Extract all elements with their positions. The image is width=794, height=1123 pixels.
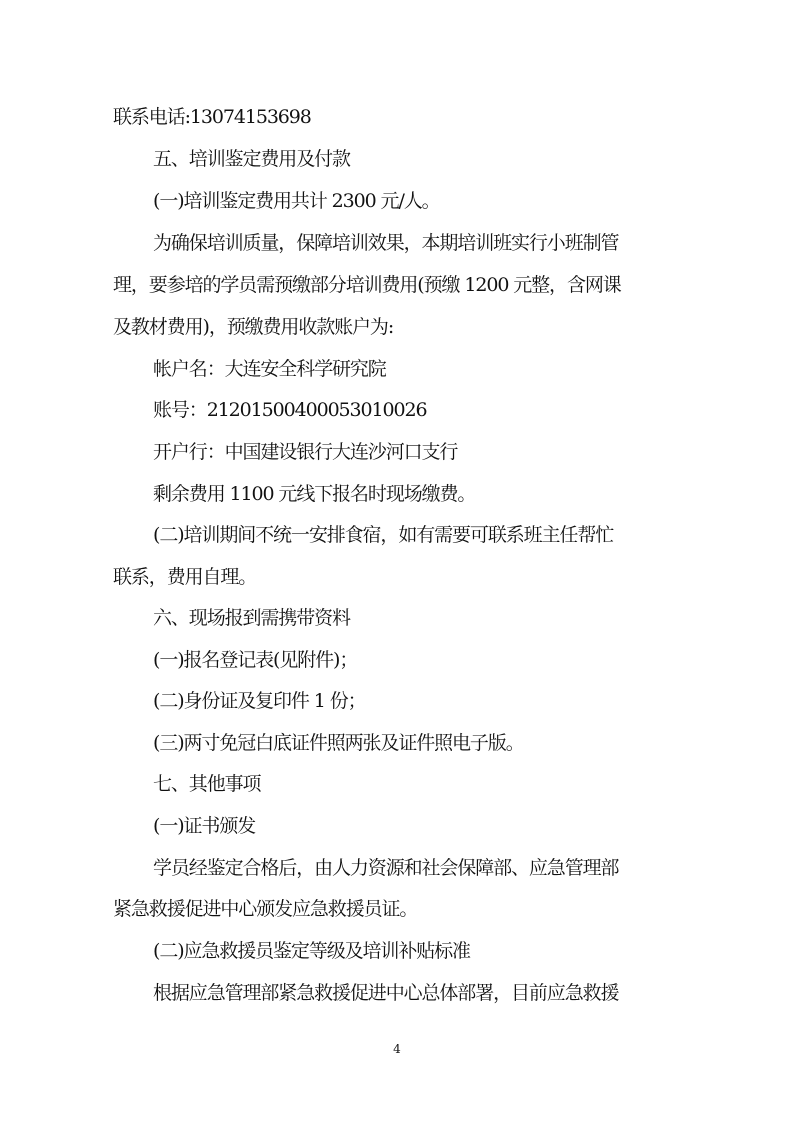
section-heading: 五、培训鉴定费用及付款 [153,148,350,170]
section-heading: 七、其他事项 [153,773,261,795]
text-line: (一)报名登记表(见附件)； [153,649,358,671]
text-line: 紧急救援促进中心颁发应急救援员证。 [113,898,418,920]
text-line: 联系电话:13074153698 [113,106,311,128]
text-line: 及教材费用)，预缴费用收款账户为: [113,316,394,338]
text-line: (一)证书颁发 [153,815,256,837]
text-line: (二)培训期间不统一安排食宿，如有需要可联系班主任帮忙 [153,524,614,546]
text-line: (一)培训鉴定费用共计 2300 元/人。 [153,190,440,212]
text-line: 剩余费用 1100 元线下报名时现场缴费。 [153,483,476,505]
text-line: (二)应急救援员鉴定等级及培训补贴标准 [153,940,470,962]
text-line: 开户行：中国建设银行大连沙河口支行 [153,441,458,463]
text-line: 帐户名：大连安全科学研究院 [153,358,386,380]
page-number: 4 [393,1042,401,1056]
text-line: (三)两寸免冠白底证件照两张及证件照电子版。 [153,732,524,754]
text-line: 理，要参培的学员需预缴部分培训费用(预缴 1200 元整，含网课 [113,274,621,296]
text-line: 学员经鉴定合格后，由人力资源和社会保障部、应急管理部 [153,857,619,879]
section-heading: 六、现场报到需携带资料 [153,607,350,629]
text-line: 根据应急管理部紧急救援促进中心总体部署，目前应急救援 [153,982,619,1004]
text-line: 账号：21201500400053010026 [153,399,427,421]
text-line: 联系，费用自理。 [113,566,257,588]
text-line: 为确保培训质量，保障培训效果，本期培训班实行小班制管 [153,232,619,254]
text-line: (二)身份证及复印件 1 份； [153,690,366,712]
